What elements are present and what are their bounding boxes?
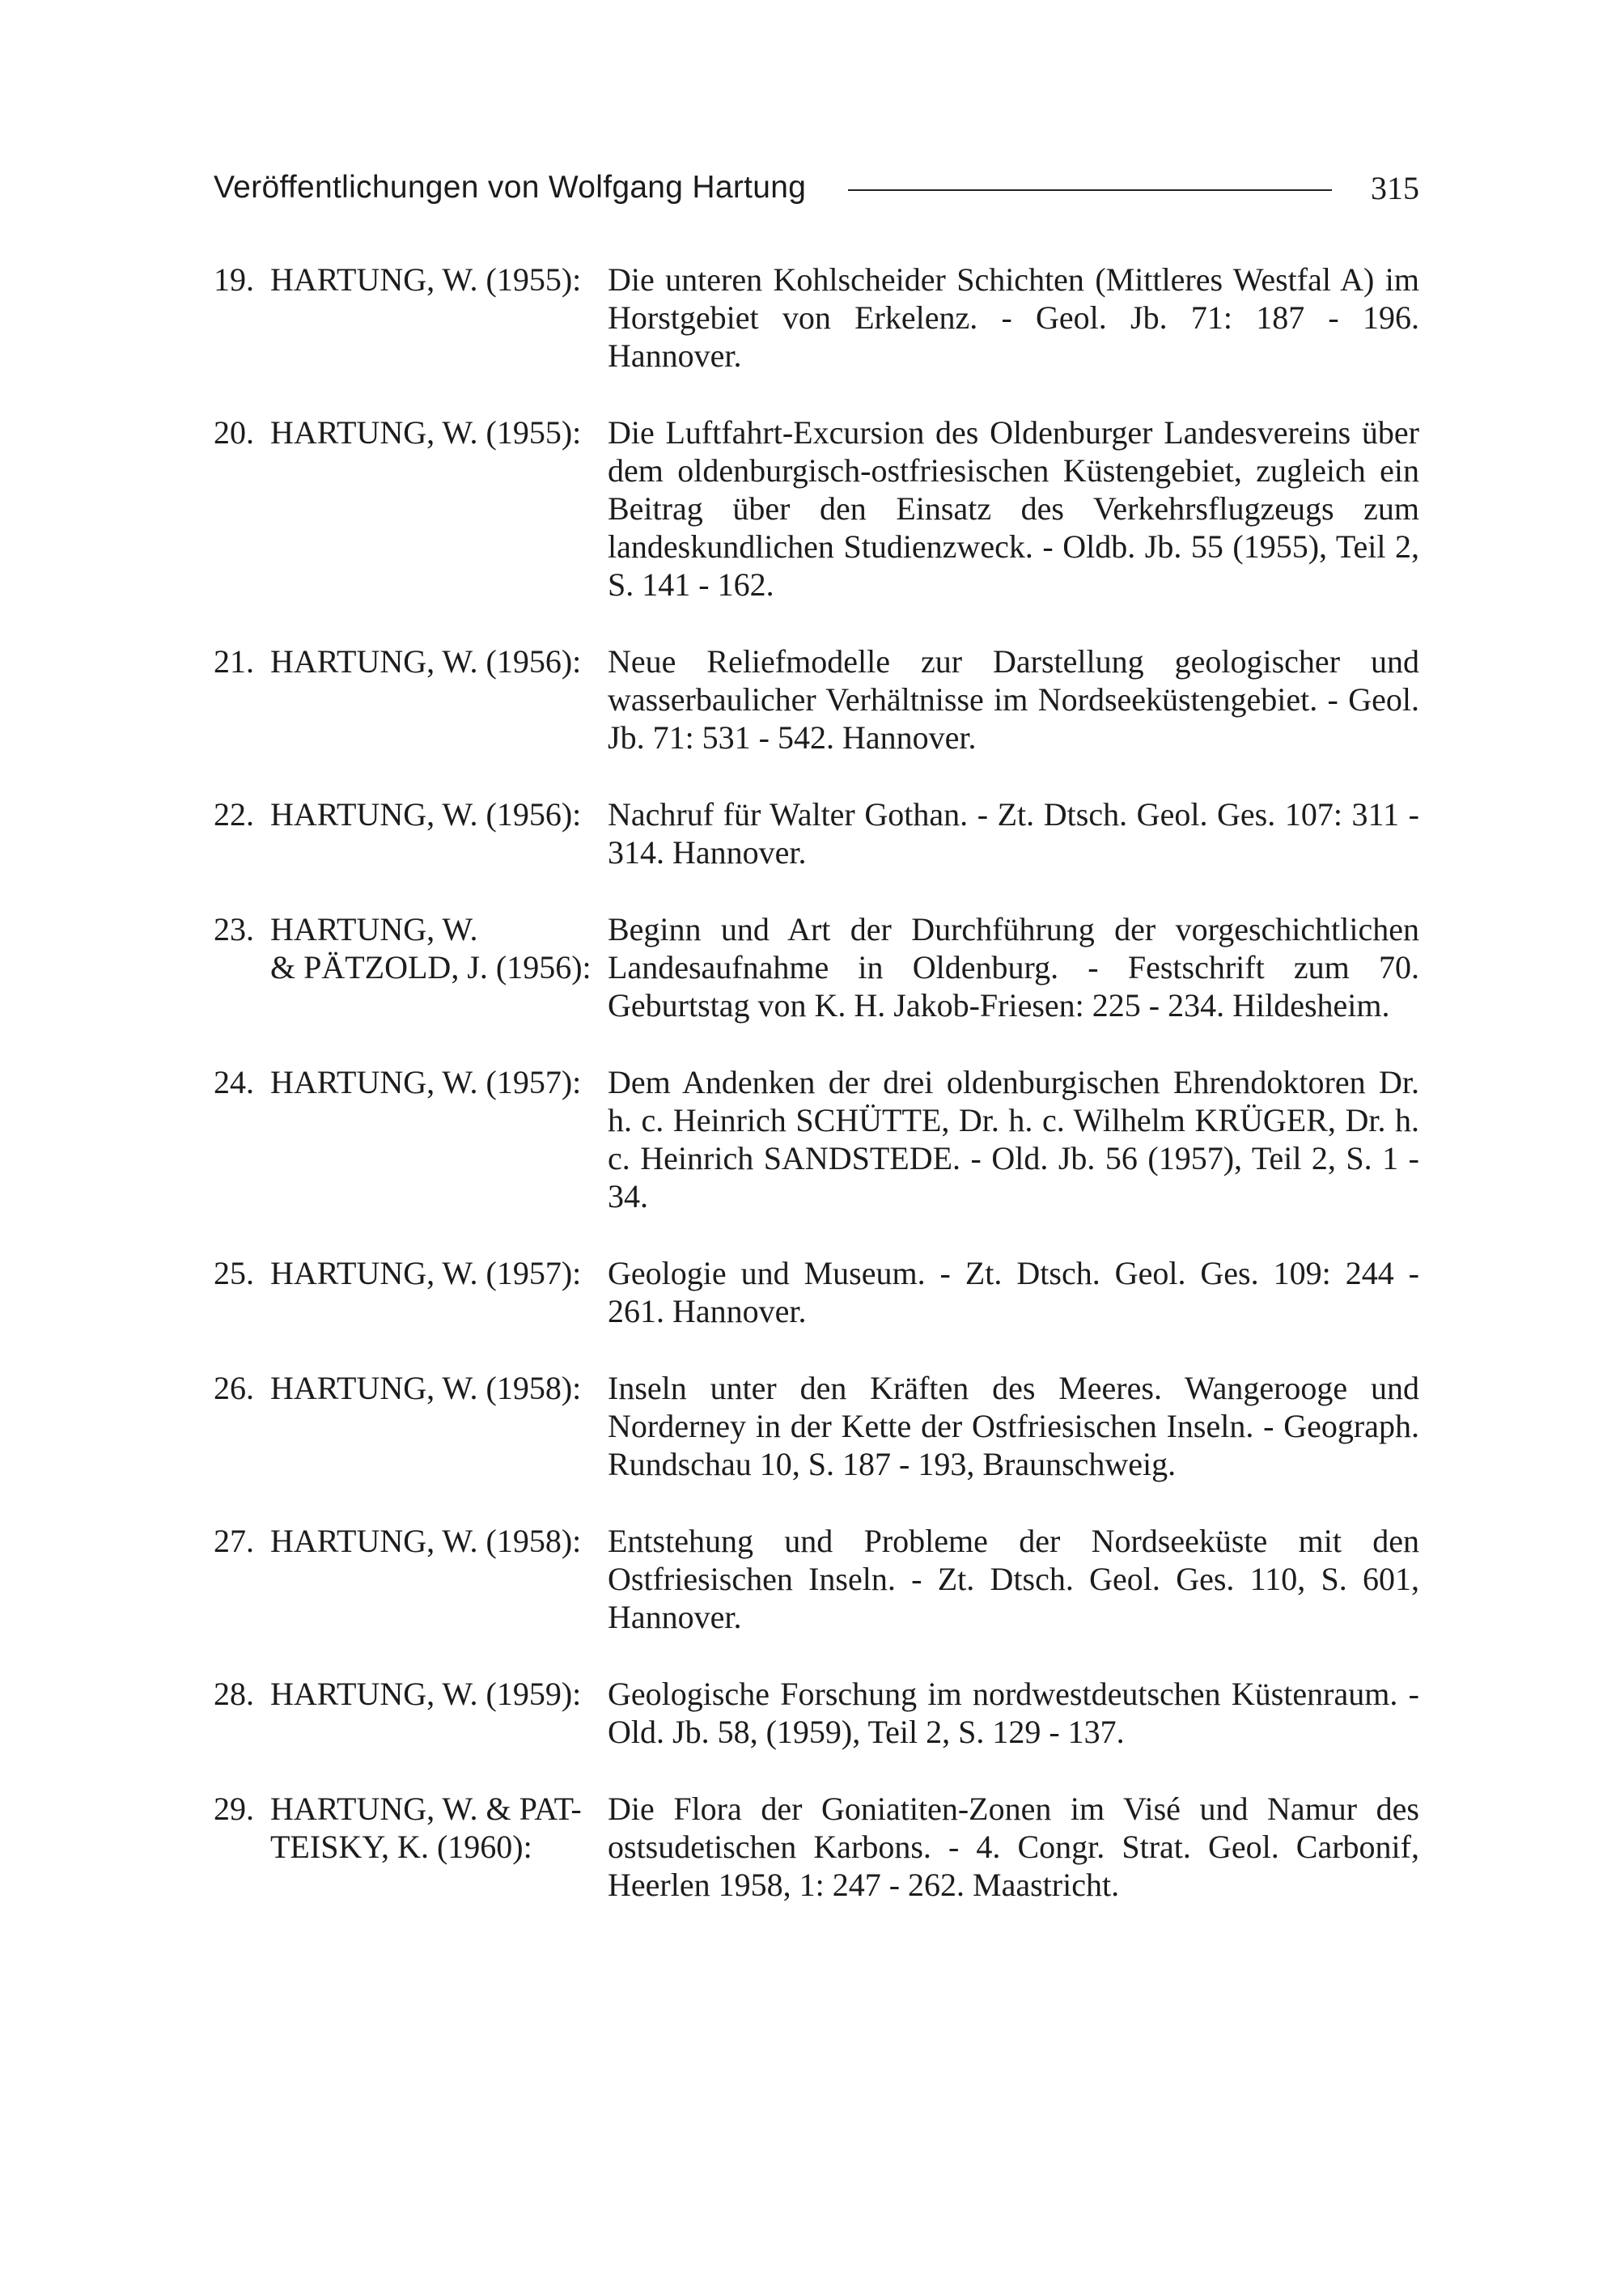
entry-author: HARTUNG, W. (1955): [270,414,582,451]
publication-entry [214,1063,1419,1215]
entry-citation: Neue Reliefmodelle zur Darstellung geologischer und wasserbaulicher Verhältnisse im Nordseeküstengebiet. - Geol. Jb. 71: 531 - 542. Hannover. [608,643,1419,756]
publication-entry [214,1675,1419,1751]
publication-entry [214,1790,1419,1904]
publication-list [214,261,1419,1943]
running-title: Veröffentlichungen von Wolfgang Hartung [214,170,807,205]
entry-citation: Die unteren Kohlscheider Schichten (Mittleres Westfal A) im Horstgebiet von Erkelenz. - Geol. Jb. 71: 187 - 196. Hannover. [608,261,1419,374]
entry-number: 23. [214,911,254,947]
entry-author: HARTUNG, W. (1959): [270,1676,582,1712]
entry-number: 28. [214,1676,254,1712]
entry-author: HARTUNG, W. (1956): [270,796,582,833]
entry-author: HARTUNG, W. (1958): [270,1523,582,1559]
publication-entry [214,1369,1419,1483]
publication-entry [214,1522,1419,1636]
entry-citation: Beginn und Art der Durchführung der vorgeschichtlichen Landesaufnahme in Oldenburg. - Festschrift zum 70. Geburtstag von K. H. Jakob-Friesen: 225 - 234. Hildesheim. [608,911,1419,1024]
entry-citation: Nachruf für Walter Gothan. - Zt. Dtsch. Geol. Ges. 107: 311 - 314. Hannover. [608,796,1419,871]
entry-number: 26. [214,1370,254,1406]
entry-author: HARTUNG, W. (1956): [270,643,582,680]
entry-number: 25. [214,1255,254,1291]
entry-number: 22. [214,796,254,833]
running-header [214,163,1419,212]
publication-entry [214,910,1419,1024]
entry-number: 24. [214,1064,254,1100]
entry-number: 29. [214,1791,254,1827]
entry-author: HARTUNG, W. & PAT- TEISKY, K. (1960): [270,1791,582,1865]
entry-citation: Geologische Forschung im nordwestdeutschen Küstenraum. - Old. Jb. 58, (1959), Teil 2, S. 129 - 137. [608,1676,1419,1750]
publication-entry [214,795,1419,871]
entry-citation: Die Flora der Goniatiten-Zonen im Visé und Namur des ostsudetischen Karbons. - 4. Congr. Strat. Geol. Carbonif, Heerlen 1958, 1: 247 - 262. Maastricht. [608,1791,1419,1903]
entry-number: 21. [214,643,254,680]
entry-citation: Dem Andenken der drei oldenburgischen Ehrendoktoren Dr. h. c. Heinrich SCHÜTTE, Dr. h. c. Wilhelm KRÜGER, Dr. h. c. Heinrich SANDSTEDE. - Old. Jb. 56 (1957), Teil 2, S. 1 - 34. [608,1064,1419,1214]
entry-number: 27. [214,1523,254,1559]
entry-author: HARTUNG, W. (1955): [270,261,582,298]
entry-author: HARTUNG, W. (1958): [270,1370,582,1406]
entry-citation: Entstehung und Probleme der Nordseeküste mit den Ostfriesischen Inseln. - Zt. Dtsch. Geol. Ges. 110, S. 601, Hannover. [608,1523,1419,1635]
publication-entry [214,413,1419,604]
entry-author: HARTUNG, W. (1957): [270,1255,582,1291]
publication-entry [214,261,1419,375]
entry-number: 19. [214,261,254,298]
publication-entry [214,1254,1419,1330]
header-rule [848,189,1332,191]
entry-author: HARTUNG, W. (1957): [270,1064,582,1100]
page-number: 315 [1371,169,1419,206]
entry-author: HARTUNG, W. & PÄTZOLD, J. (1956): [270,911,592,985]
publication-entry [214,642,1419,757]
entry-number: 20. [214,414,254,451]
entry-citation: Inseln unter den Kräften des Meeres. Wangerooge und Norderney in der Kette der Ostfriesischen Inseln. - Geograph. Rundschau 10, S. 187 - 193, Braunschweig. [608,1370,1419,1482]
entry-citation: Die Luftfahrt-Excursion des Oldenburger Landesvereins über dem oldenburgisch-ostfriesischen Küstengebiet, zugleich ein Beitrag über den Einsatz des Verkehrsflugzeugs zum landeskundlichen Studienzweck. - Oldb. Jb. 55 (1955), Teil 2, S. 141 - 162. [608,414,1419,603]
entry-citation: Geologie und Museum. - Zt. Dtsch. Geol. Ges. 109: 244 - 261. Hannover. [608,1255,1419,1329]
